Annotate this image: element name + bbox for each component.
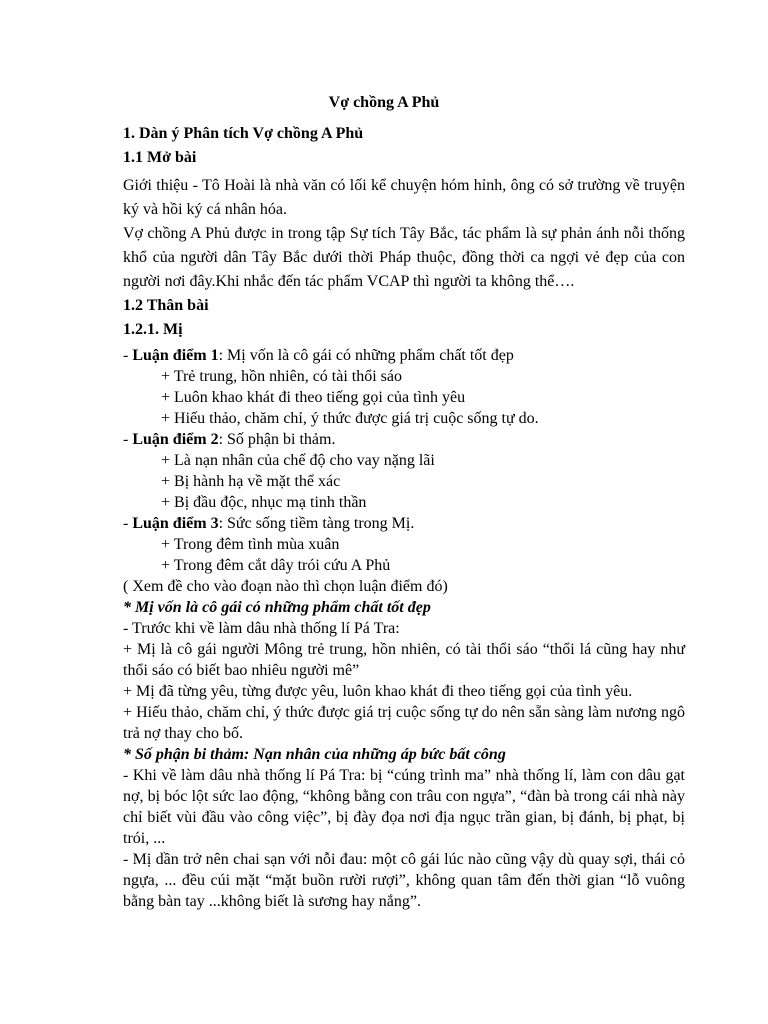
ld2-item: + Là nạn nhân của chế độ cho vay nặng lãi (161, 452, 435, 469)
luan-diem-1 (123, 345, 685, 366)
ld2-item: + Bị hành hạ về mặt thể xác (161, 473, 341, 490)
luan-diem-3-text: : Sức sống tiềm tàng trong Mị. (218, 515, 415, 532)
section-b-line: - Mị dần trở nên chai sạn với nỗi đau: một cô gái lúc nào cũng vậy dù quay sợi, thái cỏ ngựa, ... đều cúi mặt “mặt buồn rười rượi”, không quan tâm đến thời gian “lỗ vuông bằng bàn tay ...không biết là sương hay nắng”. (123, 851, 685, 910)
section-b-title: * Số phận bi thảm: Nạn nhân của những áp bức bất công (123, 746, 506, 763)
section-b-line: - Khi về làm dâu nhà thống lí Pá Tra: bị “cúng trình ma” nhà thống lí, làm con dâu gạt nợ, bị bóc lột sức lao động, “không bằng con trâu con ngựa”, “đàn bà trong cái nhà này chỉ biết vùi đầu vào công việc”, bị đày đọa nơi địa ngục trần gian, bị đánh, bị phạt, bị trói, ... (123, 767, 685, 847)
section-a-line: + Mị đã từng yêu, từng được yêu, luôn khao khát đi theo tiếng gọi của tình yêu. (123, 683, 633, 700)
section-a-line: - Trước khi về làm dâu nhà thống lí Pá Tra: (123, 620, 400, 637)
document-title: Vợ chồng A Phủ (328, 94, 440, 111)
ld3-item: + Trong đêm tình mùa xuân (161, 536, 340, 553)
section-a-line: + Hiếu thảo, chăm chỉ, ý thức được giá trị cuộc sống tự do nên sẵn sàng làm nương ngô trả nợ thay cho bố. (123, 704, 685, 742)
mo-bai-paragraph-1: Giới thiệu - Tô Hoài là nhà văn có lối kể chuyện hóm hỉnh, ông có sở trường về truyện ký và hồi ký cá nhân hóa. (123, 177, 685, 218)
luan-diem-3-prefix: - (123, 515, 133, 532)
heading-mi: 1.2.1. Mị (123, 321, 183, 338)
ld1-item: + Trẻ trung, hồn nhiên, có tài thổi sáo (161, 368, 403, 385)
note-line: ( Xem đề cho vào đoạn nào thì chọn luận điểm đó) (123, 578, 448, 595)
luan-diem-1-prefix: - (123, 347, 133, 364)
luan-diem-2-prefix: - (123, 431, 133, 448)
luan-diem-1-text: : Mị vốn là cô gái có những phẩm chất tốt đẹp (218, 347, 514, 364)
ld1-item: + Hiếu thảo, chăm chỉ, ý thức được giá trị cuộc sống tự do. (161, 410, 539, 427)
luan-diem-2-text: : Số phận bi thảm. (218, 431, 336, 448)
heading-mo-bai: 1.1 Mở bài (123, 149, 197, 166)
heading-than-bai: 1.2 Thân bài (123, 297, 209, 314)
ld1-item: + Luôn khao khát đi theo tiếng gọi của tình yêu (161, 389, 466, 406)
section-a-title: * Mị vốn là cô gái có những phẩm chất tốt đẹp (123, 599, 431, 616)
luan-diem-3 (123, 513, 685, 534)
luan-diem-2 (123, 429, 685, 450)
luan-diem-3-label: Luận điểm 3 (132, 515, 219, 532)
ld2-item: + Bị đầu độc, nhục mạ tinh thần (161, 494, 367, 511)
document-body (123, 122, 685, 912)
section-a-line: + Mị là cô gái người Mông trẻ trung, hồn nhiên, có tài thổi sáo “thổi lá cũng hay như thổi sáo có biết bao nhiêu người mê” (123, 641, 685, 679)
heading-1: 1. Dàn ý Phân tích Vợ chồng A Phủ (123, 125, 364, 142)
luan-diem-1-label: Luận điểm 1 (132, 347, 219, 364)
mo-bai-paragraph-2: Vợ chồng A Phủ được in trong tập Sự tích Tây Bắc, tác phẩm là sự phản ánh nỗi thống khổ của người dân Tây Bắc dưới thời Pháp thuộc, đồng thời ca ngợi vẻ đẹp của con người nơi đây.Khi nhắc đến tác phẩm VCAP thì người ta không thể…. (123, 225, 685, 290)
ld3-item: + Trong đêm cắt dây trói cứu A Phủ (161, 557, 391, 574)
luan-diem-2-label: Luận điểm 2 (132, 431, 219, 448)
